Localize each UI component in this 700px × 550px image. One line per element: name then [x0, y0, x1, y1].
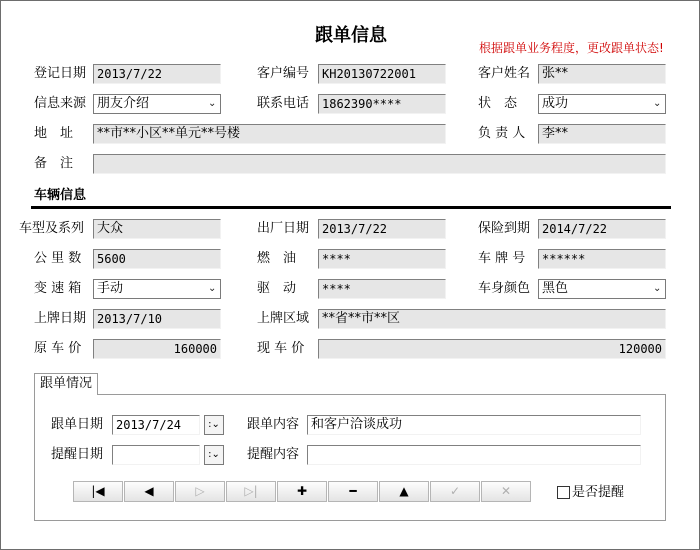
phone-label: 联系电话 [257, 96, 310, 111]
status-label: 状 态 [478, 96, 518, 111]
source-select[interactable] [93, 94, 221, 114]
customer-name-label: 客户姓名 [478, 66, 531, 81]
plate-date-label: 上牌日期 [34, 311, 87, 326]
remark-label: 备 注 [34, 156, 74, 171]
fuel-field[interactable]: **** [318, 249, 446, 269]
owner-label: 负 责 人 [478, 126, 526, 141]
status-value: 成功 [542, 96, 569, 111]
chevron-down-icon[interactable]: ⌄ [208, 98, 217, 109]
prev-record-icon: ◀ [144, 484, 154, 498]
insurance-field[interactable]: 2014/7/22 [538, 219, 666, 239]
nav-last-button[interactable] [226, 481, 276, 502]
nav-post-button[interactable] [430, 481, 480, 502]
remind-content-label: 提醒内容 [247, 447, 300, 462]
owner-field[interactable]: 李** [538, 124, 666, 144]
customer-no-field[interactable]: KH20130722001 [318, 64, 446, 84]
picker-colon: : [208, 419, 212, 430]
register-date-field[interactable]: 2013/7/22 [93, 64, 221, 84]
nav-add-button[interactable] [277, 481, 327, 502]
nav-delete-button[interactable] [328, 481, 378, 502]
next-record-icon: ▷ [195, 484, 205, 498]
nav-cancel-button[interactable] [481, 481, 531, 502]
factory-date-label: 出厂日期 [257, 221, 310, 236]
up-triangle-icon: ▲ [399, 484, 409, 498]
source-label: 信息来源 [34, 96, 87, 111]
picker-colon: : [208, 449, 212, 460]
color-label: 车身颜色 [478, 281, 531, 296]
customer-name-field[interactable]: 张** [538, 64, 666, 84]
factory-date-field[interactable]: 2013/7/22 [318, 219, 446, 239]
mileage-label: 公 里 数 [34, 251, 82, 266]
page-title: 跟单信息 [315, 25, 387, 46]
plate-field[interactable]: ****** [538, 249, 666, 269]
model-label: 车型及系列 [19, 221, 85, 236]
first-record-icon: |◀ [91, 484, 105, 498]
chevron-down-icon: ⌄ [211, 419, 220, 430]
nav-next-button[interactable] [175, 481, 225, 502]
plate-area-field[interactable]: **省**市**区 [318, 309, 666, 329]
gearbox-select[interactable] [93, 279, 221, 299]
chevron-down-icon[interactable]: ⌄ [653, 98, 662, 109]
address-field[interactable]: **市**小区**单元**号楼 [93, 124, 446, 144]
nav-edit-button[interactable] [379, 481, 429, 502]
section-divider [31, 206, 671, 209]
customer-no-label: 客户编号 [257, 66, 310, 81]
chevron-down-icon[interactable]: ⌄ [208, 283, 217, 294]
mileage-field[interactable]: 5600 [93, 249, 221, 269]
plate-label: 车 牌 号 [478, 251, 526, 266]
followup-date-label: 跟单日期 [51, 417, 104, 432]
remind-date-picker-button[interactable] [204, 445, 224, 465]
followup-content-field[interactable]: 和客户洽谈成功 [307, 415, 641, 435]
remind-content-field[interactable] [307, 445, 641, 465]
cancel-x-icon: ✕ [500, 484, 512, 498]
current-price-label: 现 车 价 [257, 341, 305, 356]
chevron-down-icon: ⌄ [211, 449, 220, 460]
check-icon: ✓ [449, 484, 461, 498]
followup-content-label: 跟单内容 [247, 417, 300, 432]
model-field[interactable]: 大众 [93, 219, 221, 239]
nav-prev-button[interactable] [124, 481, 174, 502]
current-price-field[interactable]: 120000 [318, 339, 666, 359]
color-select[interactable] [538, 279, 666, 299]
register-date-label: 登记日期 [34, 66, 87, 81]
remind-checkbox[interactable] [557, 486, 570, 499]
source-value: 朋友介绍 [97, 96, 150, 111]
remind-date-field[interactable] [112, 445, 200, 465]
original-price-label: 原 车 价 [34, 341, 82, 356]
insurance-label: 保险到期 [478, 221, 531, 236]
address-label: 地 址 [34, 126, 74, 141]
followup-date-picker-button[interactable] [204, 415, 224, 435]
chevron-down-icon[interactable]: ⌄ [653, 283, 662, 294]
tab-followup[interactable]: 跟单情况 [34, 373, 98, 395]
followup-date-field[interactable]: 2013/7/24 [112, 415, 200, 435]
color-value: 黑色 [542, 281, 569, 296]
status-hint: 根据跟单业务程度，更改跟单状态! [479, 41, 664, 55]
drive-label: 驱 动 [257, 281, 297, 296]
plate-date-field[interactable]: 2013/7/10 [93, 309, 221, 329]
original-price-field[interactable]: 160000 [93, 339, 221, 359]
plus-icon: ✚ [296, 484, 308, 498]
remind-checkbox-label: 是否提醒 [572, 485, 625, 500]
remind-date-label: 提醒日期 [51, 447, 104, 462]
plate-area-label: 上牌区域 [257, 311, 310, 326]
nav-first-button[interactable] [73, 481, 123, 502]
last-record-icon: ▷| [244, 484, 258, 498]
fuel-label: 燃 油 [257, 251, 297, 266]
phone-field[interactable]: 1862390**** [318, 94, 446, 114]
vehicle-section-title: 车辆信息 [34, 188, 87, 203]
minus-icon: ━ [349, 484, 357, 498]
gearbox-value: 手动 [97, 281, 124, 296]
status-select[interactable] [538, 94, 666, 114]
drive-field[interactable]: **** [318, 279, 446, 299]
gearbox-label: 变 速 箱 [34, 281, 82, 296]
remark-field[interactable] [93, 154, 666, 174]
